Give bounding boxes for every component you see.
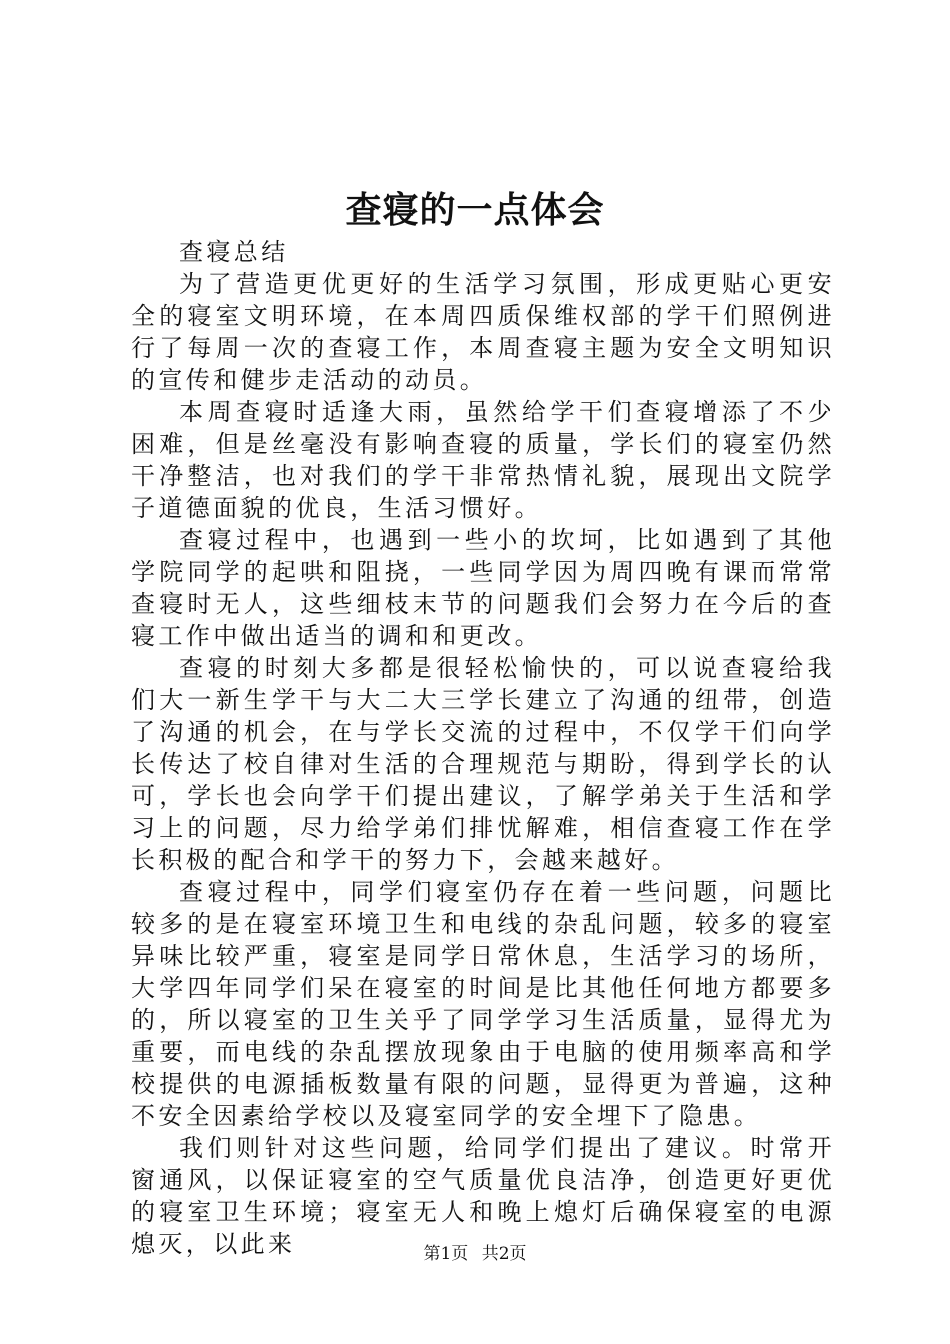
paragraph: 本周查寝时适逢大雨，虽然给学干们查寝增添了不少困难，但是丝毫没有影响查寝的质量，学长们的寝室仍然干净整洁，也对我们的学干非常热情礼貌，展现出文院学子道德面貌的优良，生活习惯好。 [131,398,835,522]
page-footer [0,1243,950,1265]
paragraph: 查寝过程中，同学们寝室仍存在着一些问题，问题比较多的是在寝室环境卫生和电线的杂乱问题，较多的寝室异味比较严重，寝室是同学日常休息，生活学习的场所，大学四年同学们呆在寝室的时间是比其他任何地方都要多的，所以寝室的卫生关乎了同学学习生活质量，显得尤为重要，而电线的杂乱摆放现象由于电脑的使用频率高和学校提供的电源插板数量有限的问题，显得更为普遍，这种不安全因素给学校以及寝室同学的安全埋下了隐患。 [131,878,835,1130]
page-total: 共2页 [481,1244,527,1264]
document-title: 查寝的一点体会 [345,189,605,231]
document-subtitle: 查寝总结 [179,238,289,266]
paragraph: 为了营造更优更好的生活学习氛围，形成更贴心更安全的寝室文明环境，在本周四质保维权部的学干们照例进行了每周一次的查寝工作，本周查寝主题为安全文明知识的宣传和健步走活动的动员。 [131,270,835,394]
page-number: 第1页 [423,1244,469,1264]
document-body [131,236,835,1260]
paragraph: 我们则针对这些问题，给同学们提出了建议。时常开窗通风，以保证寝室的空气质量优良洁净，创造更好更优的寝室卫生环境；寝室无人和晚上熄灯后确保寝室的电源熄灭，以此来 [131,1134,835,1258]
paragraph: 查寝的时刻大多都是很轻松愉快的，可以说查寝给我们大一新生学干与大二大三学长建立了沟通的纽带，创造了沟通的机会，在与学长交流的过程中，不仅学干们向学长传达了校自律对生活的合理规范与期盼，得到学长的认可，学长也会向学干们提出建议，了解学弟关于生活和学习上的问题，尽力给学弟们排忧解难，相信查寝工作在学长积极的配合和学干的努力下，会越来越好。 [131,654,835,874]
paragraph: 查寝过程中，也遇到一些小的坎坷，比如遇到了其他学院同学的起哄和阻挠，一些同学因为周四晚有课而常常查寝时无人，这些细枝末节的问题我们会努力在今后的查寝工作中做出适当的调和和更改。 [131,526,835,650]
